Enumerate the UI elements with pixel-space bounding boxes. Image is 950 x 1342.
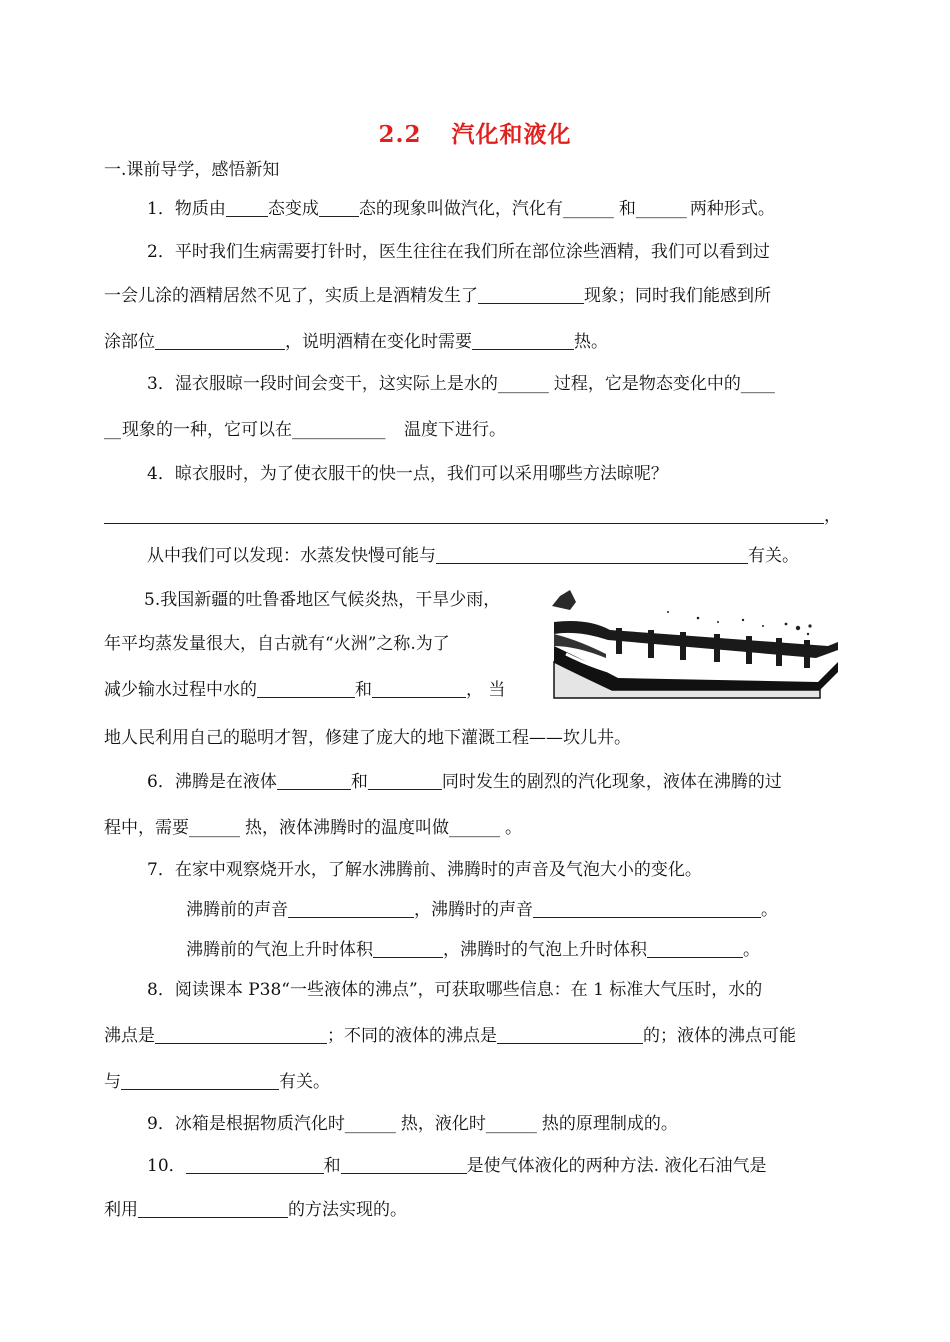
question-7-line-3 xyxy=(186,938,760,962)
q6-text: 和 xyxy=(350,772,368,792)
answer-blank[interactable]: ___________ xyxy=(292,420,386,440)
q6-text: 程中，需要 xyxy=(104,818,189,838)
question-4-line-2 xyxy=(104,504,841,528)
question-5-line-2: 年平均蒸发量很大，自古就有“火洲”之称.为了 xyxy=(104,634,450,654)
title-text: 汽化和液化 xyxy=(451,121,572,148)
q7-text: 沸腾前的声音 xyxy=(186,900,288,920)
q1-text-3: 态的现象叫做汽化，汽化有 xyxy=(358,199,563,219)
answer-blank[interactable] xyxy=(368,771,442,790)
answer-blank[interactable] xyxy=(277,771,351,790)
section-heading: 一.课前导学，感悟新知 xyxy=(104,160,280,180)
answer-blank[interactable] xyxy=(647,939,743,958)
question-4-line-1: 4．晾衣服时，为了使衣服干的快一点，我们可以采用哪些方法晾呢？ xyxy=(147,464,668,484)
question-10-line-1 xyxy=(147,1154,766,1178)
answer-blank[interactable] xyxy=(319,198,359,217)
answer-blank[interactable] xyxy=(121,1071,279,1090)
q7-text: 。 xyxy=(761,900,778,920)
q3-text: 3．湿衣服晾一段时间会变干，这实际上是水的 xyxy=(147,374,498,394)
question-3-line-1 xyxy=(147,372,781,396)
answer-blank[interactable]: __ xyxy=(104,420,121,440)
q2-text: 涂部位 xyxy=(104,332,155,352)
q1-text-4: 和 xyxy=(618,199,636,219)
question-2-line-2 xyxy=(104,284,771,308)
answer-blank[interactable] xyxy=(288,899,414,918)
q8-text: 的；液体的沸点可能 xyxy=(643,1026,796,1046)
q6-text: 。 xyxy=(505,818,522,838)
q7-text: ，沸腾时的声音 xyxy=(414,900,533,920)
answer-blank[interactable] xyxy=(373,939,443,958)
q10-text: 是使气体液化的两种方法. 液化石油气是 xyxy=(466,1156,767,1176)
q3-text: 过程，它是物态变化中的 xyxy=(553,374,741,394)
q9-text: 热的原理制成的。 xyxy=(541,1114,678,1134)
answer-blank[interactable] xyxy=(436,545,748,564)
question-2-line-3 xyxy=(104,330,608,354)
answer-blank[interactable] xyxy=(186,1155,324,1174)
question-2-line-1: 2．平时我们生病需要打针时，医生往往在我们所在部位涂些酒精，我们可以看到过 xyxy=(147,242,770,262)
question-8-line-2 xyxy=(104,1024,796,1048)
answer-blank[interactable] xyxy=(478,285,584,304)
q4-comma: ， xyxy=(824,506,841,526)
answer-blank[interactable] xyxy=(226,198,268,217)
q5-text: 和 xyxy=(355,680,372,700)
q7-text: 。 xyxy=(743,940,760,960)
answer-blank[interactable]: ______ xyxy=(485,1114,537,1134)
answer-blank[interactable] xyxy=(372,679,466,698)
q7-text: 沸腾前的气泡上升时体积 xyxy=(186,940,373,960)
q5-text: ， 当 xyxy=(466,680,506,700)
q10-text: 利用 xyxy=(104,1200,138,1220)
question-6-line-2 xyxy=(104,816,522,840)
q5-text: 减少输水过程中水的 xyxy=(104,680,257,700)
answer-blank[interactable] xyxy=(104,505,824,524)
q3-text: 现象的一种，它可以在 xyxy=(122,420,292,440)
title-number: 2.2 xyxy=(378,121,422,148)
karez-canal-illustration-icon xyxy=(548,582,838,700)
question-9 xyxy=(147,1112,678,1136)
answer-blank[interactable] xyxy=(257,679,355,698)
answer-blank[interactable]: ______ xyxy=(189,818,240,838)
question-7-line-2 xyxy=(186,898,778,922)
q10-text: 10． xyxy=(147,1156,186,1176)
question-3-line-2 xyxy=(104,418,506,442)
page-title xyxy=(0,116,950,149)
question-5-line-1: 5.我国新疆的吐鲁番地区气候炎热，干旱少雨， xyxy=(144,590,501,610)
q10-text: 和 xyxy=(323,1156,341,1176)
question-1 xyxy=(147,197,775,221)
answer-blank[interactable] xyxy=(341,1155,467,1174)
answer-blank[interactable] xyxy=(533,899,761,918)
question-8-line-1: 8．阅读课本 P38“一些液体的沸点”，可获取哪些信息：在 1 标准大气压时，水的 xyxy=(147,980,763,1000)
answer-blank[interactable] xyxy=(155,331,285,350)
q8-text: 有关。 xyxy=(279,1072,330,1092)
q1-text-2: 态变成 xyxy=(267,199,319,219)
q2-text: 热。 xyxy=(574,332,608,352)
answer-blank[interactable] xyxy=(472,331,574,350)
question-4-line-3 xyxy=(147,544,799,568)
q2-text: 一会儿涂的酒精居然不见了，实质上是酒精发生了 xyxy=(104,286,478,306)
q6-text: 热，液体沸腾时的温度叫做 xyxy=(245,818,449,838)
question-5-line-4: 地人民利用自己的聪明才智，修建了庞大的地下灌溉工程——坎儿井。 xyxy=(104,728,631,748)
question-6-line-1 xyxy=(147,770,782,794)
q2-text: 现象；同时我们能感到所 xyxy=(584,286,771,306)
answer-blank[interactable] xyxy=(138,1199,288,1218)
answer-blank[interactable]: ______ xyxy=(449,818,500,838)
answer-blank[interactable]: ______ xyxy=(635,199,687,219)
q6-text: 同时发生的剧烈的汽化现象，液体在沸腾的过 xyxy=(441,772,782,792)
q7-text: ，沸腾时的气泡上升时体积 xyxy=(443,940,647,960)
answer-blank[interactable]: ______ xyxy=(497,374,549,394)
q8-text: ；不同的液体的沸点是 xyxy=(327,1026,497,1046)
q1-text-5: 两种形式。 xyxy=(689,199,775,219)
question-8-line-3 xyxy=(104,1070,330,1094)
question-7-line-1: 7．在家中观察烧开水，了解水沸腾前、沸腾时的声音及气泡大小的变化。 xyxy=(147,860,702,880)
q8-text: 与 xyxy=(104,1072,121,1092)
q8-text: 沸点是 xyxy=(104,1026,155,1046)
q9-text: 热，液化时 xyxy=(400,1114,486,1134)
answer-blank[interactable]: ____ xyxy=(740,374,775,394)
answer-blank[interactable] xyxy=(497,1025,643,1044)
q6-text: 6．沸腾是在液体 xyxy=(147,772,277,792)
q10-text: 的方法实现的。 xyxy=(288,1200,407,1220)
q9-text: 9．冰箱是根据物质汽化时 xyxy=(147,1114,345,1134)
q2-text: ，说明酒精在变化时需要 xyxy=(285,332,472,352)
question-5-line-3 xyxy=(104,678,505,702)
answer-blank[interactable]: ______ xyxy=(344,1114,396,1134)
q4-text: 从中我们可以发现：水蒸发快慢可能与 xyxy=(147,546,436,566)
answer-blank[interactable]: ______ xyxy=(562,199,614,219)
question-10-line-2 xyxy=(104,1198,407,1222)
answer-blank[interactable] xyxy=(155,1025,327,1044)
q3-text: 温度下进行。 xyxy=(404,420,506,440)
q1-text-1: 1．物质由 xyxy=(147,199,226,219)
q4-text: 有关。 xyxy=(748,546,799,566)
